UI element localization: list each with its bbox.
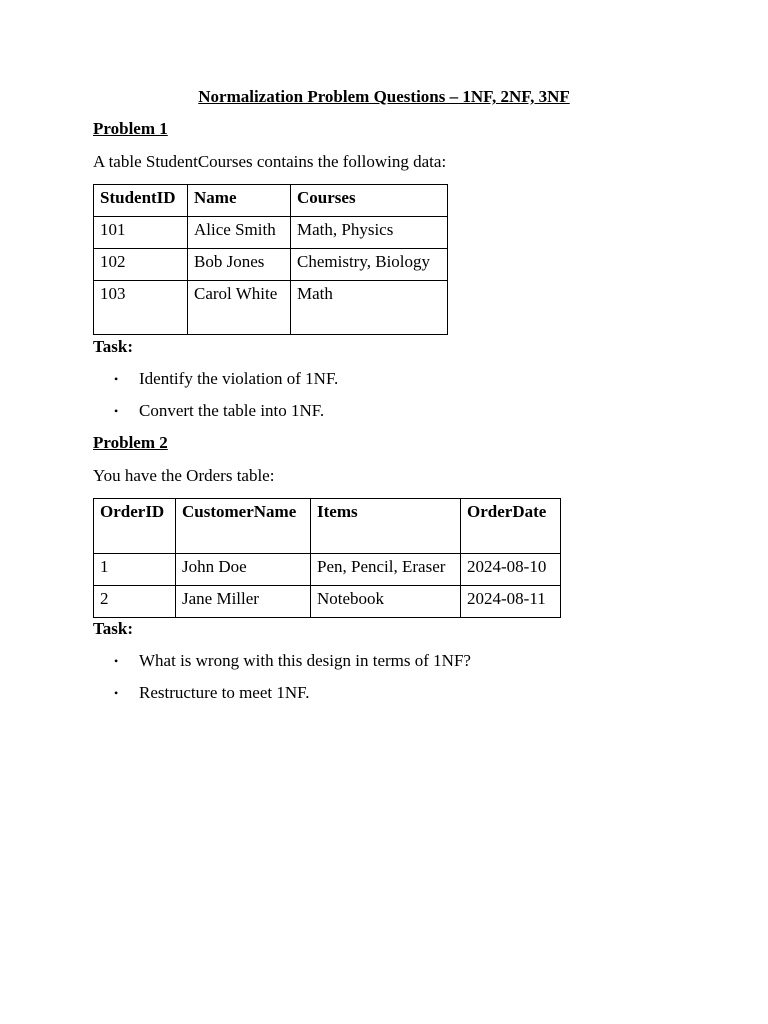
problem-1-intro: A table StudentCourses contains the following data:: [93, 152, 447, 171]
bullet-icon: •: [114, 404, 119, 418]
problem-1-task-label: Task:: [93, 337, 134, 356]
table-header-row: [94, 499, 561, 554]
problem-2-task-label: Task:: [93, 619, 134, 638]
bullet-icon: •: [114, 372, 119, 386]
table-cell: 101: [94, 217, 188, 249]
table-header-row: [94, 185, 448, 217]
column-header: Courses: [291, 185, 448, 217]
table-cell: 103: [94, 281, 188, 335]
table-row: [94, 586, 561, 618]
table-cell: Math: [291, 281, 448, 335]
table-cell: Chemistry, Biology: [291, 249, 448, 281]
table-cell: Pen, Pencil, Eraser: [311, 554, 461, 586]
table-row: [94, 554, 561, 586]
table-cell: 2024-08-10: [461, 554, 561, 586]
column-header: StudentID: [94, 185, 188, 217]
task-text: Convert the table into 1NF.: [139, 401, 325, 420]
bullet-icon: •: [114, 686, 119, 700]
list-item: [93, 650, 593, 682]
table-row: [94, 281, 448, 335]
task-text: Restructure to meet 1NF.: [139, 683, 310, 702]
task-text: Identify the violation of 1NF.: [139, 369, 339, 388]
table-cell: 2: [94, 586, 176, 618]
table-cell: Math, Physics: [291, 217, 448, 249]
table-row: [94, 249, 448, 281]
problem-2-task-list: [93, 650, 593, 714]
column-header: Name: [188, 185, 291, 217]
problem-2-heading: Problem 2: [93, 433, 168, 452]
problem-1-heading: Problem 1: [93, 119, 168, 138]
task-text: What is wrong with this design in terms of 1NF?: [139, 651, 471, 670]
bullet-icon: •: [114, 654, 119, 668]
list-item: [93, 368, 593, 400]
column-header: OrderID: [94, 499, 176, 554]
table-row: [94, 217, 448, 249]
problem-2-intro: You have the Orders table:: [93, 466, 275, 485]
list-item: [93, 400, 593, 432]
column-header: Items: [311, 499, 461, 554]
table-cell: 1: [94, 554, 176, 586]
column-header: OrderDate: [461, 499, 561, 554]
student-courses-table: [93, 184, 448, 335]
table-cell: 2024-08-11: [461, 586, 561, 618]
table-cell: Carol White: [188, 281, 291, 335]
table-cell: Notebook: [311, 586, 461, 618]
orders-table: [93, 498, 561, 618]
document-title: Normalization Problem Questions – 1NF, 2NF, 3NF: [198, 87, 570, 106]
problem-1-task-list: [93, 368, 593, 432]
list-item: [93, 682, 593, 714]
table-cell: Bob Jones: [188, 249, 291, 281]
column-header: CustomerName: [176, 499, 311, 554]
table-cell: Alice Smith: [188, 217, 291, 249]
table-cell: Jane Miller: [176, 586, 311, 618]
table-cell: 102: [94, 249, 188, 281]
table-cell: John Doe: [176, 554, 311, 586]
